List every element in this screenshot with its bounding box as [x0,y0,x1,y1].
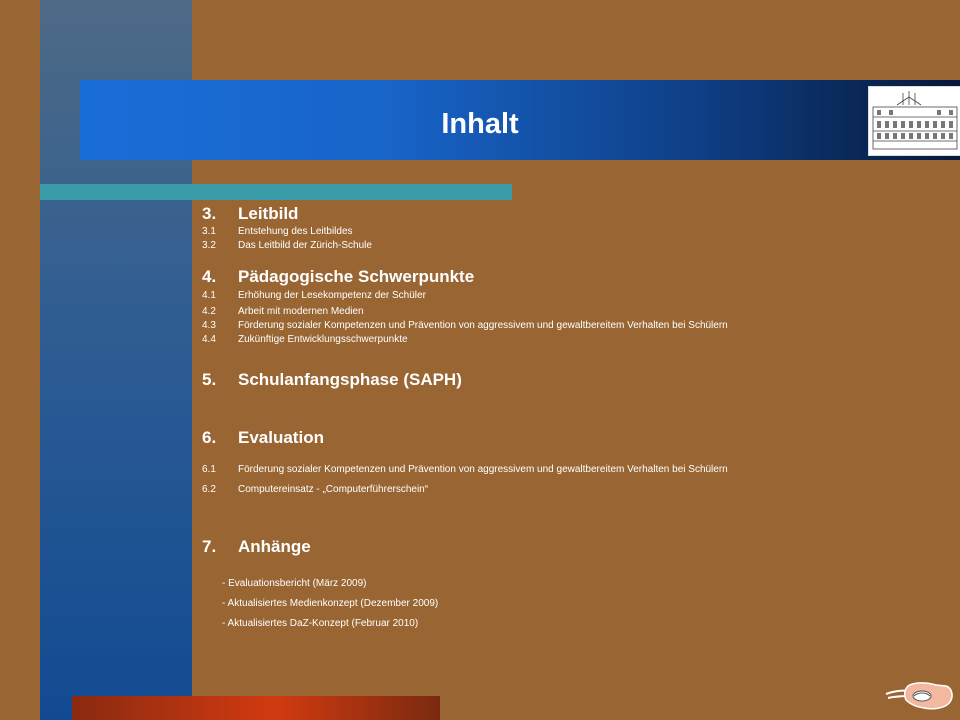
list-item [202,464,728,475]
list-item [202,290,426,301]
item-text: Förderung sozialer Kompetenzen und Prävention von aggressivem und gewaltbereitem Verhalten bei Schülern [238,464,728,475]
section-number: 3. [202,204,217,223]
item-number: 3.1 [202,226,216,237]
section-number: 5. [202,370,217,389]
section-title: Pädagogische Schwerpunkte [238,267,475,286]
bottom-accent-bar [72,696,440,720]
section-number: 7. [202,537,217,556]
list-item: - Aktualisiertes DaZ-Konzept (Februar 2010) [222,618,419,629]
list-item: - Evaluationsbericht (März 2009) [222,578,367,589]
school-building-icon [868,86,960,156]
item-text: Förderung sozialer Kompetenzen und Prävention von aggressivem und gewaltbereitem Verhalten bei Schülern [238,320,728,331]
item-number: 3.2 [202,240,216,251]
section-heading-4 [202,267,474,287]
list-item [202,334,408,345]
list-item [202,240,372,251]
section-heading-6 [202,428,324,448]
section-number: 6. [202,428,217,447]
item-text: Computereinsatz - „Computerführerschein“ [238,484,429,495]
list-item [202,306,364,317]
item-number: 4.3 [202,320,216,331]
section-heading-3 [202,204,298,224]
pointing-hand-icon[interactable] [884,674,956,714]
item-number: 6.1 [202,464,216,475]
section-title: Anhänge [238,537,311,556]
teal-accent-bar [40,184,512,200]
item-text: Das Leitbild der Zürich-Schule [238,240,372,251]
section-heading-5 [202,370,462,390]
slide-title: Inhalt [441,108,519,140]
list-item [202,226,353,237]
section-title: Evaluation [238,428,324,447]
item-number: 4.2 [202,306,216,317]
section-heading-7 [202,537,311,557]
item-number: 4.1 [202,290,216,301]
item-text: Arbeit mit modernen Medien [238,306,364,317]
list-item: - Aktualisiertes Medienkonzept (Dezember 2009) [222,598,439,609]
list-item [202,320,728,331]
item-text: Zukünftige Entwicklungsschwerpunkte [238,334,408,345]
item-text: Erhöhung der Lesekompetenz der Schüler [238,290,426,301]
item-number: 6.2 [202,484,216,495]
item-number: 4.4 [202,334,216,345]
item-text: Entstehung des Leitbildes [238,226,353,237]
section-title: Leitbild [238,204,299,223]
section-title: Schulanfangsphase (SAPH) [238,370,462,389]
section-number: 4. [202,267,217,286]
list-item [202,484,428,495]
